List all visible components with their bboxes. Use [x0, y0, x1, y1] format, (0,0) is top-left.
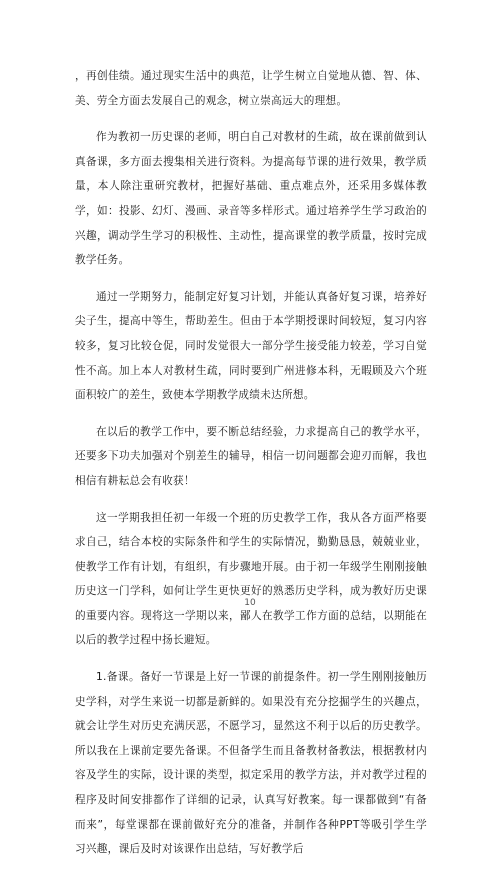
paragraph: 通过一学期努力，能制定好复习计划，并能认真备好复习课，培养好尖子生，提高中等生，帮助差生。但由于本学期授课时间较短，复习内容较多，复习比较仓促，同时发觉很大一部分学生接受能力较差，学习自觉性不高。加上本人对教材生疏，同时要到广州进修本科，无暇顾及六个班面积较广的差生，致使本学期教学成绩未达所想。: [75, 290, 427, 402]
page-number: 10: [244, 598, 256, 608]
page-body: [75, 64, 427, 874]
paragraph: 1.备课。备好一节课是上好一节课的前提条件。初一学生刚刚接触历史学科，对学生来说一切都是新鲜的。如果没有充分挖掘学生的兴趣点，就会让学生对历史充满厌恶，不愿学习，显然这不利于以后的历史教学。所以我在上课前定要先备课。不但备学生而且备教材备教法，根据教材内容及学生的实际，设计课的类型，拟定采用的教学方法，并对教学过程的程序及时间安排都作了详细的记录，认真写好教案。每一课都做到“有备而来”，每堂课都在课前做好充分的准备，并制作各种PPT等吸引学生学习兴趣，课后及时对该课作出总结，写好教学后: [75, 671, 427, 856]
paragraph: 作为教初一历史课的老师，明白自己对教材的生疏，故在课前做到认真备课，多方面去搜集相关进行资料。为提高每节课的进行效果，教学质量，本人除注重研究教材，把握好基础、重点难点外，还采用多媒体教学，如：投影、幻灯、漫画、录音等多样形式。通过培养学生学习政治的兴趣，调动学生学习的积极性、主动性，提高课堂的教学质量，按时完成教学任务。: [75, 131, 427, 267]
paragraph: 这一学期我担任初一年级一个班的历史教学工作，我从各方面严格要求自己，结合本校的实际条件和学生的实际情况，勤勤恳恳，兢兢业业，使教学工作有计划，有组织，有步骤地开展。由于初一年级学生刚刚接触历史这一门学科，如何让学生更快更好的熟悉历史学科，成为教好历史课的重要内容。现将这一学期以来，鄙人在教学工作方面的总结，以期能在以后的教学过程中扬长避短。: [75, 511, 427, 647]
paragraph: 在以后的教学工作中，要不断总结经验，力求提高自己的教学水平，还要多下功夫加强对个别差生的辅导，相信一切问题都会迎刃而解，我也相信有耕耘总会有收获！: [75, 425, 427, 487]
paragraph: ，再创佳绩。通过现实生活中的典范，让学生树立自觉地从德、智、体、美、劳全方面去发展自己的观念，树立崇高远大的理想。: [75, 70, 427, 107]
